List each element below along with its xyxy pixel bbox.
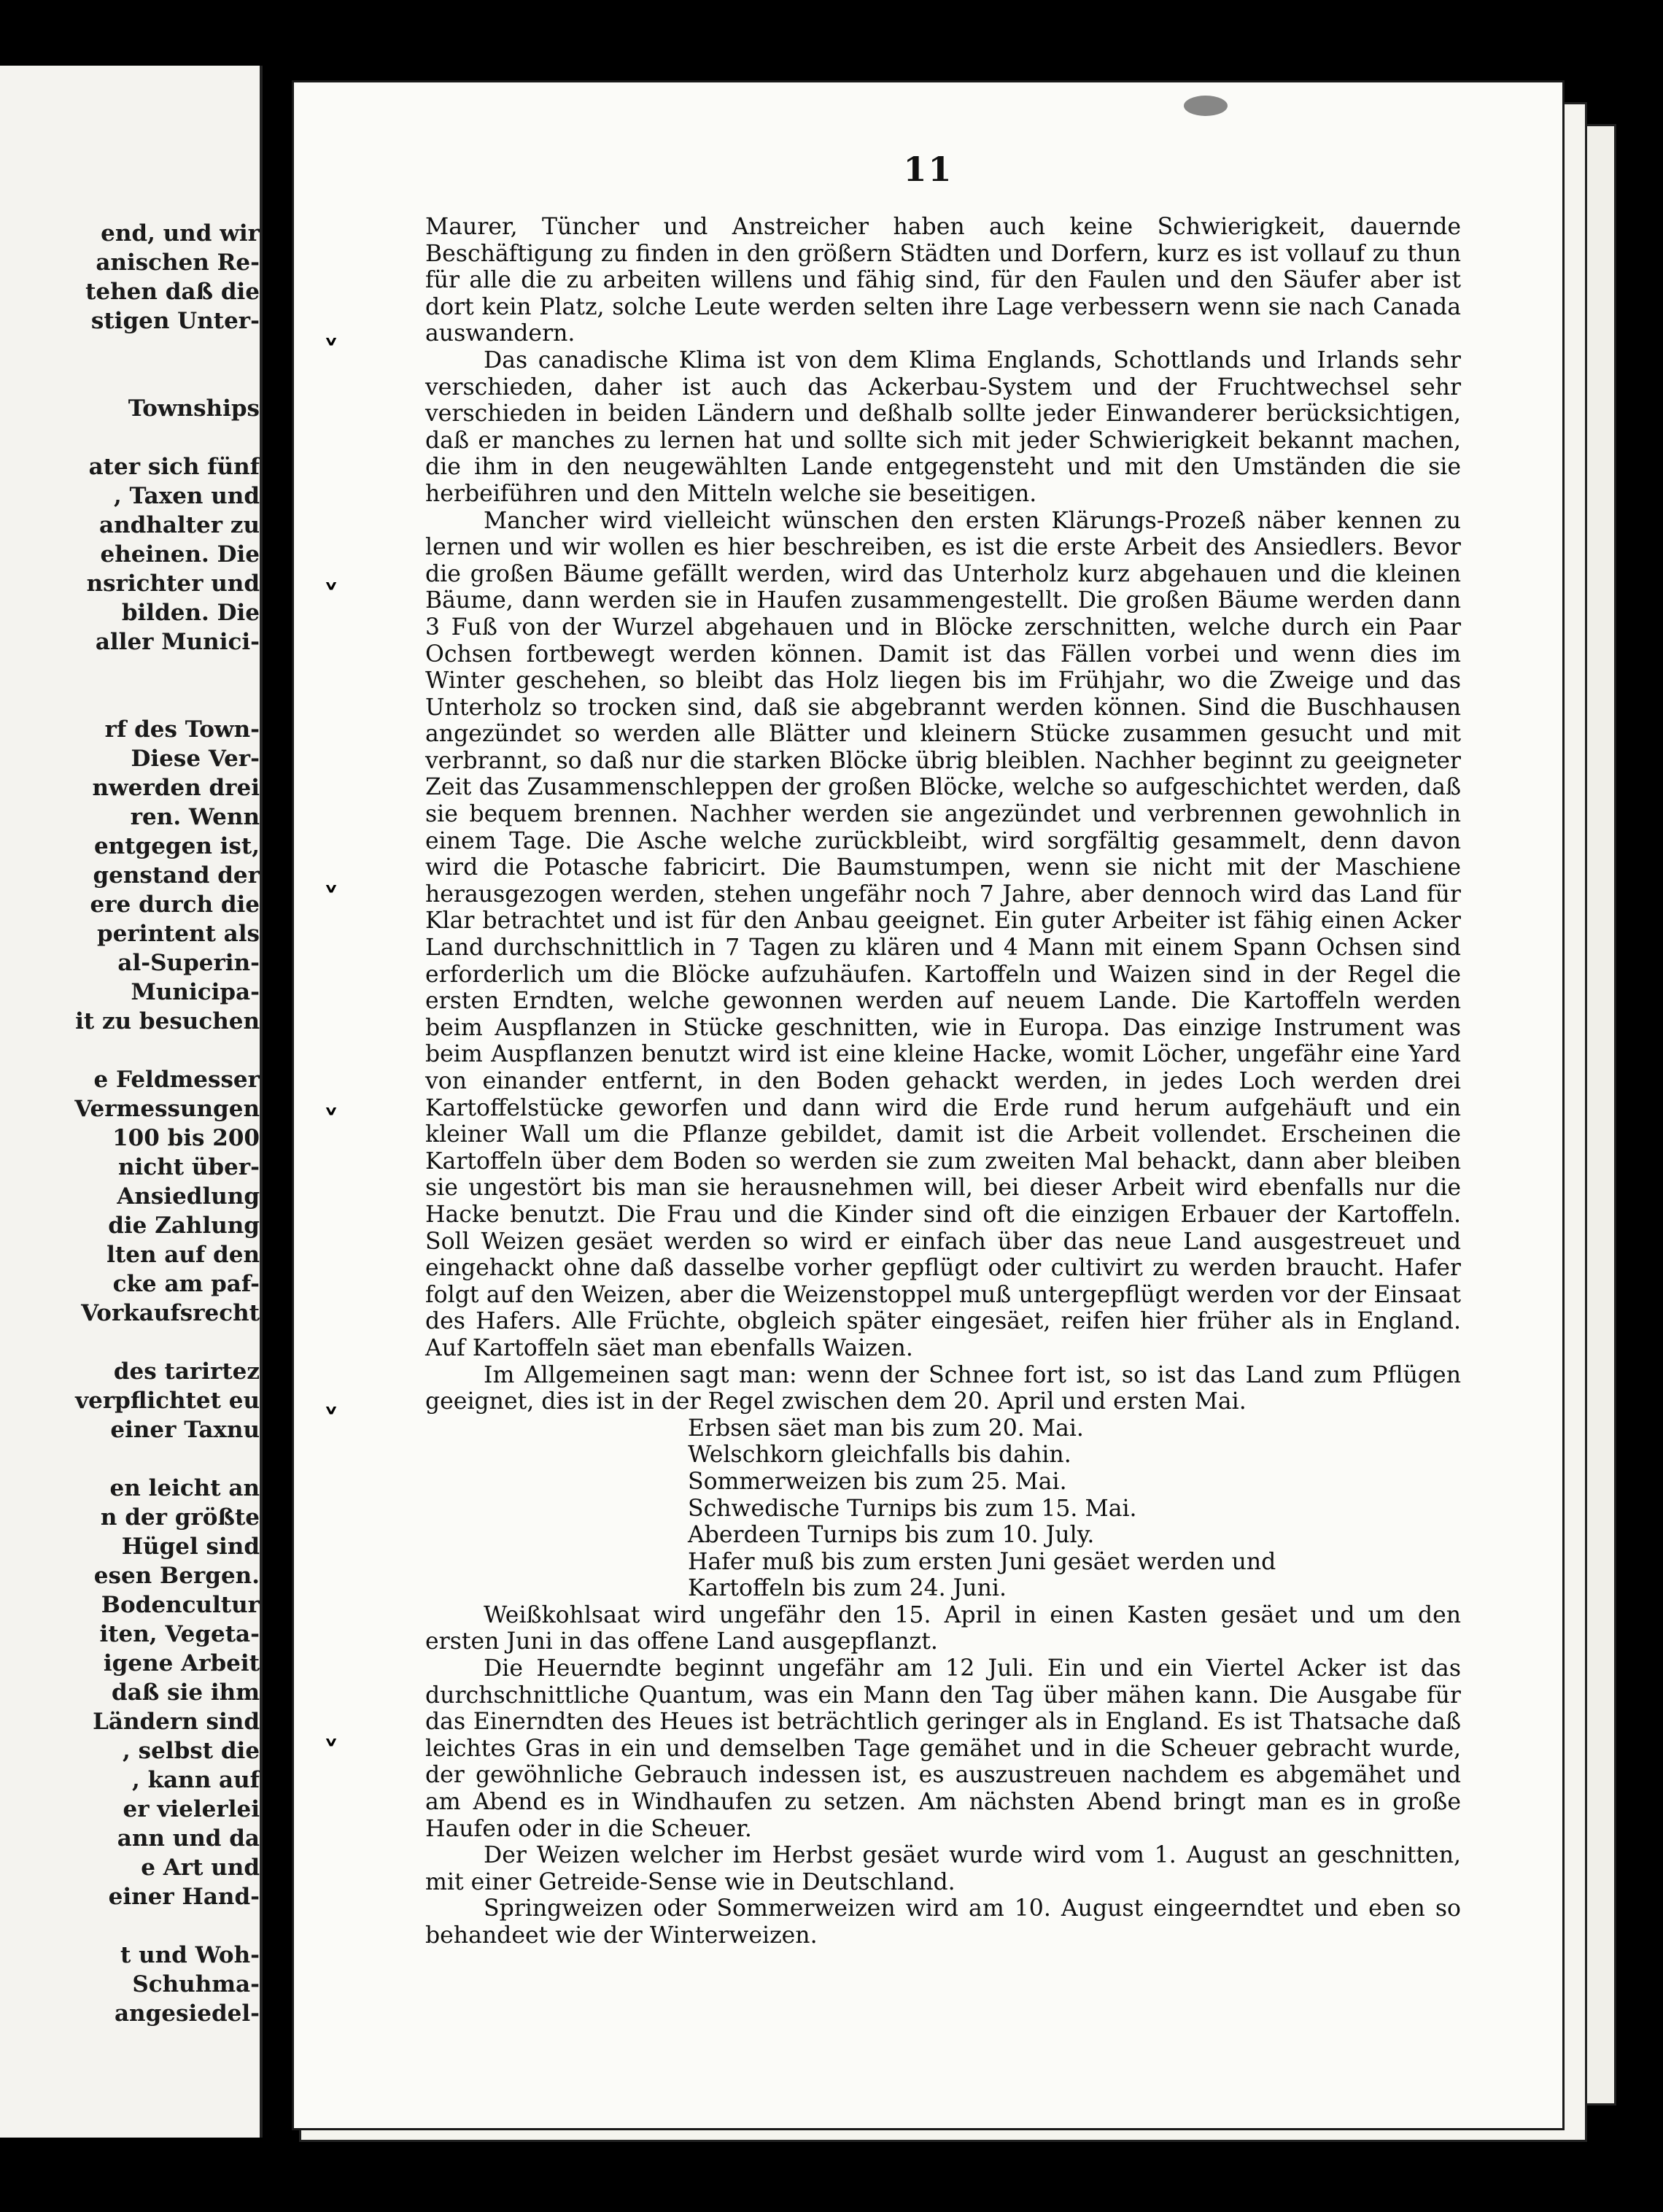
margin-mark: ˅ [323, 1735, 339, 1772]
left-page-line [0, 1911, 260, 1941]
left-page-line [0, 365, 260, 394]
left-page-line [0, 1328, 260, 1357]
schedule-line: Erbsen säet man bis zum 20. Mai. [688, 1415, 1084, 1442]
paragraph: Der Weizen welcher im Herbst gesäet wurde wird vom 1. August an geschnitten, mit einer Getreide-Sense wie in Deutschland. [425, 1842, 1461, 1895]
left-page-line [0, 336, 260, 365]
left-page-line: t und Woh- [120, 1942, 260, 1968]
left-page-line: e Art und [141, 1855, 260, 1881]
schedule-line: Welschkorn gleichfalls bis dahin. [688, 1442, 1071, 1469]
left-page-line: aller Munici- [95, 629, 260, 655]
left-page-line: n der größte [100, 1504, 260, 1531]
left-page-line: Hügel sind [121, 1534, 260, 1560]
left-page-line: ren. Wenn [130, 804, 260, 830]
left-page-line: Ländern sind [93, 1709, 260, 1735]
margin-mark: ˅ [323, 579, 339, 616]
left-page-line: angesiedel- [114, 2000, 260, 2027]
left-page-line [0, 657, 260, 686]
schedule-line: Aberdeen Turnips bis zum 10. July. [688, 1522, 1095, 1549]
left-page-line: stigen Unter- [90, 308, 260, 334]
left-page-line: 100 bis 200 [112, 1125, 260, 1151]
left-page-text [0, 219, 260, 2028]
left-page-line: er vielerlei [123, 1796, 260, 1822]
schedule-line: Hafer muß bis zum ersten Juni gesäet werden und [688, 1548, 1276, 1575]
left-page-line: anischen Re- [96, 250, 260, 276]
schedule-line: Kartoffeln bis zum 24. Juni. [688, 1575, 1007, 1602]
left-page-line: Bodencultur [101, 1592, 260, 1618]
left-page-line: ann und da [117, 1825, 260, 1852]
left-page-line: andhalter zu [98, 512, 260, 538]
margin-mark: ˅ [323, 334, 339, 371]
left-page-fragment [0, 66, 263, 2138]
left-page-line: ere durch die [90, 892, 260, 918]
left-page-line [0, 1036, 260, 1065]
left-page-line: einer Hand- [108, 1884, 260, 1910]
left-page-line: it zu besuchen [75, 1008, 260, 1035]
left-page-line: nsrichter und [86, 571, 260, 597]
left-page-line: cke am paf- [112, 1271, 260, 1297]
left-page-line: bilden. Die [121, 600, 260, 626]
left-page-line: , kann auf [132, 1767, 260, 1793]
left-page-line: lten auf den [106, 1242, 260, 1268]
left-page-line: , selbst die [123, 1738, 260, 1764]
left-page-line: entgegen ist, [93, 833, 260, 859]
left-page-line [0, 423, 260, 452]
paragraph: Maurer, Tüncher und Anstreicher haben auch keine Schwierigkeit, dauernde Beschäftigung zu finden in den größern Städten und Dorfern, kurz es ist vollauf zu thun für alle die zu arbeiten willens und fähig sind, für den Faulen und den Säufer aber ist dort kein Platz, solche Leute werden selten ihre Lage verbessern wenn sie nach Canada auswandern. [425, 214, 1461, 347]
left-page-line: rf des Town- [104, 716, 260, 743]
left-page-line: einer Taxnu [110, 1417, 260, 1443]
book-page [292, 80, 1565, 2130]
paragraph: Im Allgemeinen sagt man: wenn der Schnee fort ist, so ist das Land zum Pflügen geeignet, dies ist in der Regel zwischen dem 20. April und ersten Mai. [425, 1361, 1461, 1415]
left-page-line: al-Superin- [117, 950, 260, 976]
margin-mark: ˅ [323, 1403, 339, 1440]
left-page-line: eheinen. Die [100, 541, 260, 568]
left-page-line: perintent als [96, 921, 260, 947]
paragraph: Die Heuerndte beginnt ungefähr am 12 Juli. Ein und ein Viertel Acker ist das durchschnittliche Quantum, was ein Mann den Tag über mähen kann. Die Ausgabe für das Einerndten des Heues ist beträchtlich geringer als in England. Es ist Thatsache daß leichtes Gras in ein und demselben Tage gemähet und in die Scheuer gebracht wurde, der gewöhnliche Gebrauch indessen ist, es auszustreuen nachdem es abgemähet und am Abend es in Windhaufen zu setzen. Am nächsten Abend bringt man es in große Haufen oder in die Scheuer. [425, 1655, 1461, 1842]
left-page-line: des tarirtez [113, 1358, 260, 1385]
left-page-line: e Feldmesser [93, 1067, 260, 1093]
left-page-line: Vorkaufsrecht [81, 1300, 260, 1326]
left-page-edge [260, 66, 263, 2138]
page-body [425, 214, 1461, 1949]
schedule-line: Schwedische Turnips bis zum 15. Mai. [688, 1495, 1137, 1522]
left-page-line: esen Bergen. [93, 1563, 260, 1589]
left-page-line: nicht über- [118, 1154, 260, 1180]
left-page-line: Diese Ver- [131, 746, 260, 772]
left-page-line: Schuhma- [132, 1971, 260, 1998]
left-page-line: end, und wir [101, 220, 260, 247]
margin-mark: ˅ [323, 881, 339, 919]
left-page-line: en leicht an [109, 1475, 260, 1501]
left-page-line: Ansiedlung [117, 1183, 260, 1210]
page-number: 11 [903, 150, 953, 189]
left-page-line: daß sie ihm [112, 1679, 260, 1706]
paragraph: Das canadische Klima ist von dem Klima Englands, Schottlands und Irlands sehr verschieden, daher ist auch das Ackerbau-System und der Fruchtwechsel sehr verschieden in beiden Ländern und deßhalb sollte jeder Einwanderer berücksichtigen, daß er manches zu lernen hat und sollte sich mit jeder Schwierigkeit bekannt machen, die ihm in den neugewählten Lande entgegensteht und mit den Umständen die sie herbeiführen und den Mitteln welche sie beseitigen. [425, 347, 1461, 507]
left-page-line: tehen daß die [85, 279, 260, 305]
left-page-line: Townships [128, 395, 260, 422]
margin-mark: ˅ [323, 1104, 339, 1141]
left-page-line: ater sich fünf [88, 454, 260, 480]
left-page-line: Vermessungen [74, 1096, 260, 1122]
paragraph: Mancher wird vielleicht wünschen den ersten Klärungs-Prozeß näber kennen zu lernen und wir wollen es hier beschreiben, es ist die erste Arbeit des Ansiedlers. Bevor die großen Bäume gefällt werden, wird das Unterholz kurz abgehauen und die kleinen Bäume, dann werden sie in Haufen zusammengestellt. Die großen Bäume werden dann 3 Fuß von der Wurzel abgehauen und in Blöcke zerschnitten, welche durch ein Paar Ochsen fortbewegt werden können. Damit ist das Fällen vorbei und wenn dies im Winter geschehen, so bleibt das Holz liegen bis im Frühjahr, wo die Zweige und das Unterholz so trocken sind, daß sie abgebrannt werden können. Sind die Buschhausen angezündet so werden alle Blätter und kleinern Stücke zusammen gesucht und mit verbrannt, so daß nur die starken Blöcke übrig bleiblen. Nachher beginnt zu geeigneter Zeit das Zusammenschleppen der großen Blöcke, welche so aufgeschichtet werden, daß sie bequem brennen. Nachher werden sie angezündet und verbrennen gewohnlich in einem Tage. Die Asche welche zurückbleibt, wird sorgfältig gesammelt, denn davon wird die Potasche fabricirt. Die Baumstumpen, wenn sie nicht mit der Maschiene herausgezogen werden, stehen ungefähr noch 7 Jahre, aber dennoch wird das Land für Klar betrachtet und ist für den Anbau geeignet. Ein guter Arbeiter ist fähig einen Acker Land durchschnittlich in 7 Tagen zu klären und 4 Mann mit einem Spann Ochsen sind erforderlich um die Blöcke aufzuhäufen. Kartoffeln und Waizen sind in der Regel die ersten Erndten, welche gewonnen werden auf neuem Lande. Die Kartoffeln werden beim Auspflanzen in Stücke geschnitten, wie in Europa. Das einzige Instrument was beim Auspflanzen benutzt wird ist eine kleine Hacke, womit Löcher, ungefähr eine Yard von einander entfernt, in den Boden gehackt werden, in jedes Loch werden drei Kartoffelstücke geworfen und dann wird die Erde rund herum aufgehäuft und ein kleiner Wall um die Pflanze gebildet, damit ist die Arbeit vollendet. Erscheinen die Kartoffeln über dem Boden so werden sie zum zweiten Mal behackt, dann aber bleiben sie ungestört bis man sie herausnehmen will, bei dieser Arbeit wird ebenfalls nur die Hacke benutzt. Die Frau und die Kinder sind oft die einzigen Erbauer der Kartoffeln. Soll Weizen gesäet werden so wird er einfach über das neue Land ausgestreuet und eingehackt ohne daß dasselbe vorher gepflügt oder cultivirt zu werden braucht. Hafer folgt auf den Weizen, aber die Weizenstoppel muß untergepflügt werden vor der Einsaat des Hafers. Alle Früchte, obgleich später eingesäet, reifen hier früher als in England. Auf Kartoffeln säet man ebenfalls Waizen. [425, 507, 1461, 1361]
left-page-line: igene Arbeit [103, 1650, 260, 1677]
left-page-line: verpflichtet eu [75, 1388, 260, 1414]
paragraph: Weißkohlsaat wird ungefähr den 15. April in einen Kasten gesäet und um den ersten Juni in das offene Land ausgepflanzt. [425, 1601, 1461, 1655]
left-page-line: Municipa- [131, 979, 260, 1005]
left-page-line: genstand der [93, 862, 260, 889]
left-page-line: nwerden drei [92, 775, 260, 801]
left-page-line: iten, Vegeta- [99, 1621, 260, 1647]
left-page-line: , Taxen und [113, 483, 260, 509]
paragraph: Springweizen oder Sommerweizen wird am 10. August eingeerndtet und eben so behandeet wie der Winterweizen. [425, 1895, 1461, 1949]
left-page-line: die Zahlung [108, 1213, 260, 1239]
planting-schedule [425, 1415, 1461, 1602]
left-page-line [0, 1445, 260, 1474]
left-page-line [0, 686, 260, 715]
ink-smudge [1184, 96, 1228, 116]
schedule-line: Sommerweizen bis zum 25. Mai. [688, 1468, 1067, 1495]
